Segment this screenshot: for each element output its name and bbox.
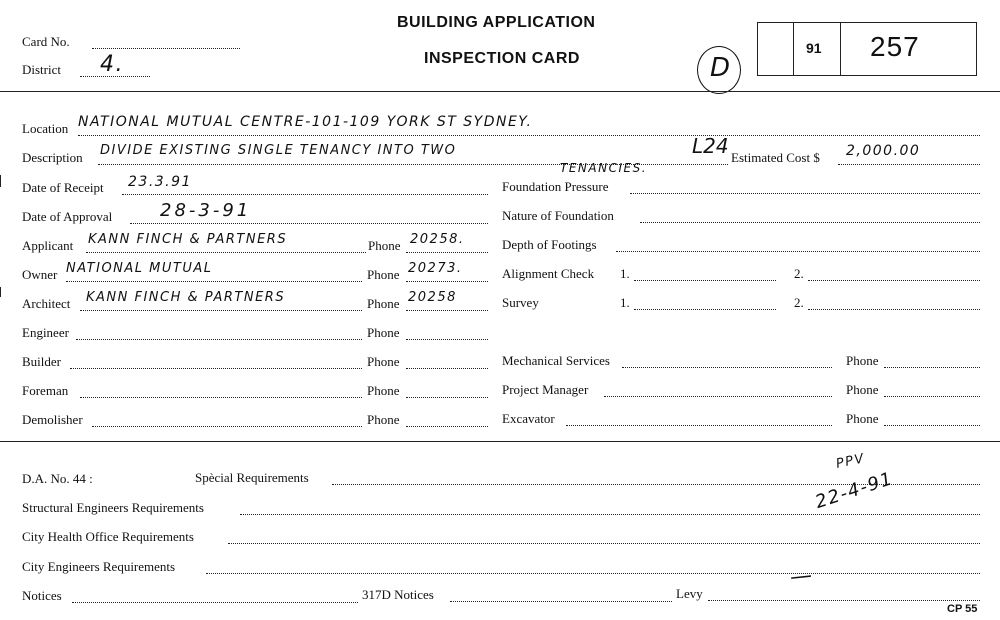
foundation-pressure-label: Foundation Pressure <box>502 179 609 194</box>
317d-notices-field[interactable] <box>450 601 672 602</box>
handwritten-initials: PPV <box>834 451 867 472</box>
demolisher-phone-label: Phone <box>367 412 400 427</box>
date-of-approval-value: 28-3-91 <box>160 200 252 221</box>
owner-phone-field[interactable] <box>406 281 488 282</box>
card-no-label: Card No. <box>22 34 70 49</box>
project-manager-field[interactable] <box>604 396 832 397</box>
estimated-cost-label: Estimated Cost $ <box>731 150 820 165</box>
location-label: Location <box>22 121 69 136</box>
estimated-cost-field[interactable] <box>838 164 980 165</box>
date-of-approval-label: Date of Approval <box>22 209 113 224</box>
owner-value: NATIONAL MUTUAL <box>66 261 213 276</box>
owner-field[interactable] <box>66 281 362 282</box>
mechanical-phone-field[interactable] <box>884 367 980 368</box>
applicant-phone-label: Phone <box>368 238 401 253</box>
foundation-pressure-field[interactable] <box>630 193 980 194</box>
location-value: NATIONAL MUTUAL CENTRE-101-109 YORK ST SYDNEY. <box>78 114 533 130</box>
date-of-receipt-field[interactable] <box>122 194 488 195</box>
card-title-line2: INSPECTION CARD <box>424 50 580 67</box>
structural-requirements-label: Structural Engineers Requirements <box>22 500 204 515</box>
alignment-check-1-label: 1. <box>620 266 630 281</box>
demolisher-label: Demolisher <box>22 412 83 427</box>
circled-mark <box>697 46 741 94</box>
survey-label: Survey <box>502 295 539 310</box>
levy-value: — <box>788 562 815 591</box>
architect-value: KANN FINCH & PARTNERS <box>86 290 286 305</box>
builder-label: Builder <box>22 354 61 369</box>
engineer-phone-field[interactable] <box>406 339 488 340</box>
project-manager-label: Project Manager <box>502 382 589 397</box>
box-divider-2 <box>840 23 841 75</box>
estimated-cost-value: 2,000.00 <box>846 143 921 159</box>
description-value-line2: TENANCIES. <box>560 161 648 175</box>
date-of-receipt-label: Date of Receipt <box>22 180 104 195</box>
card-title-line1: BUILDING APPLICATION <box>397 14 596 31</box>
edge-tick <box>0 175 1 187</box>
description-value: DIVIDE EXISTING SINGLE TENANCY INTO TWO <box>100 143 457 158</box>
excavator-phone-label: Phone <box>846 411 879 426</box>
builder-phone-field[interactable] <box>406 368 488 369</box>
applicant-label: Applicant <box>22 238 74 253</box>
foreman-phone-field[interactable] <box>406 397 488 398</box>
mechanical-services-label: Mechanical Services <box>502 353 610 368</box>
builder-phone-label: Phone <box>367 354 400 369</box>
owner-phone-value: 20273. <box>408 261 463 276</box>
applicant-phone-field[interactable] <box>406 252 488 253</box>
excavator-field[interactable] <box>566 425 832 426</box>
card-number-box <box>757 22 977 76</box>
nature-of-foundation-label: Nature of Foundation <box>502 208 614 223</box>
excavator-label: Excavator <box>502 411 555 426</box>
architect-phone-field[interactable] <box>406 310 488 311</box>
alignment-check-label: Alignment Check <box>502 266 595 281</box>
circled-mark-letter: D <box>710 53 731 83</box>
mechanical-services-field[interactable] <box>622 367 832 368</box>
levy-field[interactable] <box>708 600 980 601</box>
district-value: 4. <box>100 52 124 77</box>
applicant-phone-value: 20258. <box>410 232 465 247</box>
demolisher-field[interactable] <box>92 426 362 427</box>
card-no-field[interactable] <box>92 48 240 49</box>
description-mark: L24 <box>692 134 729 158</box>
engineers-requirements-label: City Engineers Requirements <box>22 559 176 574</box>
notices-label: Notices <box>22 588 62 603</box>
foreman-label: Foreman <box>22 383 69 398</box>
health-requirements-label: City Health Office Requirements <box>22 529 194 544</box>
date-of-approval-field[interactable] <box>130 223 488 224</box>
317d-notices-label: 317D Notices <box>362 587 434 602</box>
alignment-check-2-field[interactable] <box>808 280 980 281</box>
engineer-label: Engineer <box>22 325 69 340</box>
da-no-label: D.A. No. 44 : <box>22 471 93 486</box>
handwritten-date: 22-4-91 <box>812 468 897 513</box>
architect-label: Architect <box>22 296 71 311</box>
owner-phone-label: Phone <box>367 267 400 282</box>
notices-field[interactable] <box>72 602 358 603</box>
date-of-receipt-value: 23.3.91 <box>128 174 192 190</box>
mechanical-phone-label: Phone <box>846 353 879 368</box>
special-requirements-label: Spècial Requirements <box>195 470 309 485</box>
depth-of-footings-field[interactable] <box>616 251 980 252</box>
engineer-field[interactable] <box>76 339 362 340</box>
architect-field[interactable] <box>80 310 362 311</box>
form-code: CP 55 <box>947 603 978 615</box>
description-label: Description <box>22 150 83 165</box>
box-prefix: 91 <box>806 40 822 56</box>
owner-label: Owner <box>22 267 58 282</box>
levy-label: Levy <box>676 586 703 601</box>
excavator-phone-field[interactable] <box>884 425 980 426</box>
survey-1-field[interactable] <box>634 309 776 310</box>
structural-requirements-field[interactable] <box>240 514 980 515</box>
alignment-check-1-field[interactable] <box>634 280 776 281</box>
architect-phone-value: 20258 <box>408 290 457 305</box>
survey-2-label: 2. <box>794 295 804 310</box>
district-label: District <box>22 62 61 77</box>
edge-tick <box>0 287 1 297</box>
requirements-divider <box>0 441 1000 442</box>
survey-1-label: 1. <box>620 295 630 310</box>
project-manager-phone-label: Phone <box>846 382 879 397</box>
survey-2-field[interactable] <box>808 309 980 310</box>
applicant-field[interactable] <box>86 252 366 253</box>
architect-phone-label: Phone <box>367 296 400 311</box>
depth-of-footings-label: Depth of Footings <box>502 237 597 252</box>
alignment-check-2-label: 2. <box>794 266 804 281</box>
project-manager-phone-field[interactable] <box>884 396 980 397</box>
box-number: 257 <box>870 31 920 62</box>
applicant-value: KANN FINCH & PARTNERS <box>88 232 288 247</box>
foreman-phone-label: Phone <box>367 383 400 398</box>
foreman-field[interactable] <box>80 397 362 398</box>
builder-field[interactable] <box>70 368 362 369</box>
engineer-phone-label: Phone <box>367 325 400 340</box>
health-requirements-field[interactable] <box>228 543 980 544</box>
nature-of-foundation-field[interactable] <box>640 222 980 223</box>
demolisher-phone-field[interactable] <box>406 426 488 427</box>
engineers-requirements-field[interactable] <box>206 573 980 574</box>
location-field[interactable] <box>78 135 980 136</box>
box-divider-1 <box>793 23 794 75</box>
header-divider <box>0 91 1000 92</box>
